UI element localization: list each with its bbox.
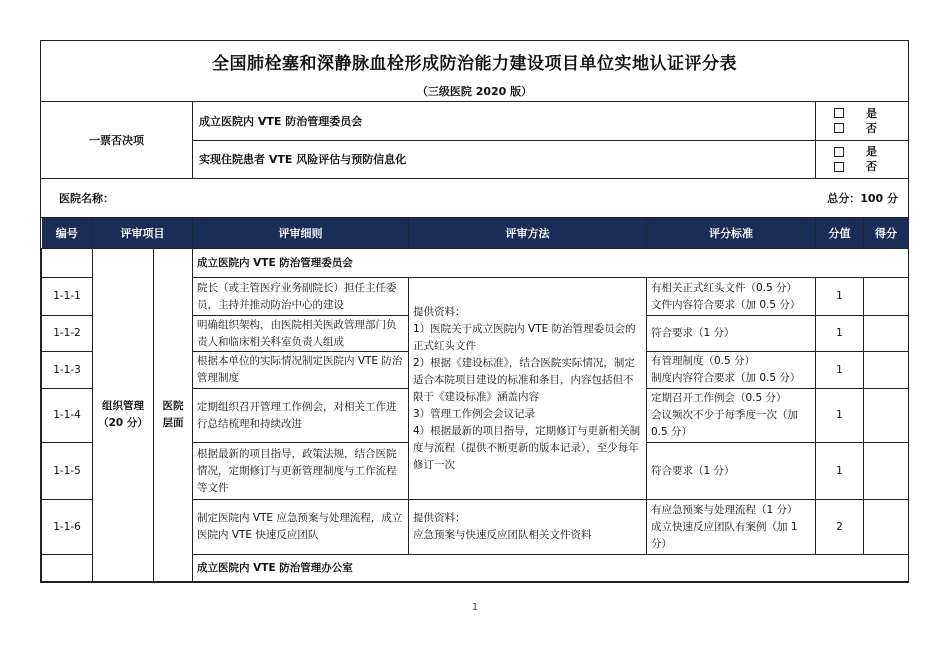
no-checkbox[interactable] bbox=[834, 162, 844, 172]
earned-score-cell[interactable] bbox=[864, 278, 909, 316]
item-criteria: 有相关正式红头文件（0.5 分） 文件内容符合要求（加 0.5 分） bbox=[647, 278, 816, 316]
item-id: 1-1-3 bbox=[42, 352, 93, 389]
method-cell: 提供资料： 1）医院关于成立医院内 VTE 防治管理委员会的正式红头文件 2）根据《建设标准》，结合医院实际情况，制定适合本院项目建设的标准和条目，内容包括但不限于《建设标准》涵盖内容 3）管理工作例会会议记录 4）根据最新的项目指导，定期修订与更新相关制度与流程（提供不断更新的版本记录），至少每年修订一次 bbox=[409, 278, 647, 500]
veto-item-text: 成立医院内 VTE 防治管理委员会 bbox=[193, 102, 816, 140]
veto-item bbox=[193, 140, 908, 179]
earned-score-cell[interactable] bbox=[864, 389, 909, 443]
page-title: 全国肺栓塞和深静脉血栓形成防治能力建设项目单位实地认证评分表 bbox=[212, 54, 737, 74]
header-score: 分值 bbox=[816, 218, 864, 249]
item-score: 1 bbox=[816, 352, 864, 389]
item-id: 1-1-4 bbox=[42, 389, 93, 443]
header-criteria: 评分标准 bbox=[647, 218, 816, 249]
item-id: 1-1-1 bbox=[42, 278, 93, 316]
item-criteria: 定期召开工作例会（0.5 分） 会议频次不少于每季度一次（加 0.5 分） bbox=[647, 389, 816, 443]
category-cell bbox=[93, 249, 154, 582]
no-checkbox[interactable] bbox=[834, 123, 844, 133]
method-cell: 提供资料： 应急预案与快速反应团队相关文件资料 bbox=[409, 500, 647, 555]
item-detail: 制定医院内 VTE 应急预案与处理流程，成立医院内 VTE 快速反应团队 bbox=[193, 500, 409, 555]
category-score: （20 分） bbox=[98, 417, 148, 429]
item-id: 1-1-2 bbox=[42, 316, 93, 352]
item-criteria: 有管理制度（0.5 分） 制度内容符合要求（加 0.5 分） bbox=[647, 352, 816, 389]
item-id: 1-1-5 bbox=[42, 443, 93, 500]
header-method: 评审方法 bbox=[409, 218, 647, 249]
item-criteria: 有应急预案与处理流程（1 分） 成立快速反应团队有案例（加 1 分） bbox=[647, 500, 816, 555]
title-block bbox=[41, 41, 908, 102]
item-detail: 定期组织召开管理工作例会，对相关工作进行总结梳理和持续改进 bbox=[193, 389, 409, 443]
header-earned: 得分 bbox=[864, 218, 909, 249]
item-score: 1 bbox=[816, 443, 864, 500]
item-detail: 明确组织架构，由医院相关医政管理部门负责人和临床相关科室负责人组成 bbox=[193, 316, 409, 352]
total-score-label: 总分：100 分 bbox=[827, 192, 898, 205]
veto-item bbox=[193, 102, 908, 140]
item-score: 1 bbox=[816, 389, 864, 443]
earned-score-cell[interactable] bbox=[864, 316, 909, 352]
section-title: 成立医院内 VTE 防治管理办公室 bbox=[193, 555, 909, 582]
section-row bbox=[42, 249, 909, 278]
item-criteria: 符合要求（1 分） bbox=[647, 443, 816, 500]
yes-label: 是 bbox=[866, 106, 877, 120]
no-label: 否 bbox=[866, 160, 877, 174]
veto-item-text: 实现住院患者 VTE 风险评估与预防信息化 bbox=[193, 141, 816, 179]
category-label: 组织管理 bbox=[102, 400, 144, 412]
item-score: 2 bbox=[816, 500, 864, 555]
veto-label: 一票否决项 bbox=[41, 102, 193, 178]
yes-label: 是 bbox=[866, 145, 877, 159]
score-sheet bbox=[40, 40, 909, 583]
no-label: 否 bbox=[866, 121, 877, 135]
item-id: 1-1-6 bbox=[42, 500, 93, 555]
yes-checkbox[interactable] bbox=[834, 147, 844, 157]
item-criteria: 符合要求（1 分） bbox=[647, 316, 816, 352]
section-title: 成立医院内 VTE 防治管理委员会 bbox=[193, 249, 909, 278]
earned-score-cell[interactable] bbox=[864, 352, 909, 389]
item-score: 1 bbox=[816, 316, 864, 352]
hospital-name-label: 医院名称： bbox=[59, 192, 114, 205]
page-subtitle: （三级医院 2020 版） bbox=[416, 85, 533, 98]
item-detail: 根据本单位的实际情况制定医院内 VTE 防治管理制度 bbox=[193, 352, 409, 389]
item-detail: 院长（或主管医疗业务副院长）担任主任委员，主持并推动防治中心的建设 bbox=[193, 278, 409, 316]
hospital-row bbox=[41, 179, 908, 218]
yes-checkbox[interactable] bbox=[834, 108, 844, 118]
score-table bbox=[41, 218, 909, 582]
page-number: 1 bbox=[471, 602, 479, 613]
veto-section bbox=[41, 102, 908, 179]
item-detail: 根据最新的项目指导，政策法规，结合医院情况，定期修订与更新管理制度与工作流程等文件 bbox=[193, 443, 409, 500]
item-score: 1 bbox=[816, 278, 864, 316]
level-label: 医院层面 bbox=[162, 400, 184, 429]
header-id: 编号 bbox=[42, 218, 93, 249]
earned-score-cell[interactable] bbox=[864, 500, 909, 555]
earned-score-cell[interactable] bbox=[864, 443, 909, 500]
header-item: 评审项目 bbox=[93, 218, 193, 249]
table-header-row bbox=[42, 218, 909, 249]
header-detail: 评审细则 bbox=[193, 218, 409, 249]
level-cell bbox=[154, 249, 193, 582]
